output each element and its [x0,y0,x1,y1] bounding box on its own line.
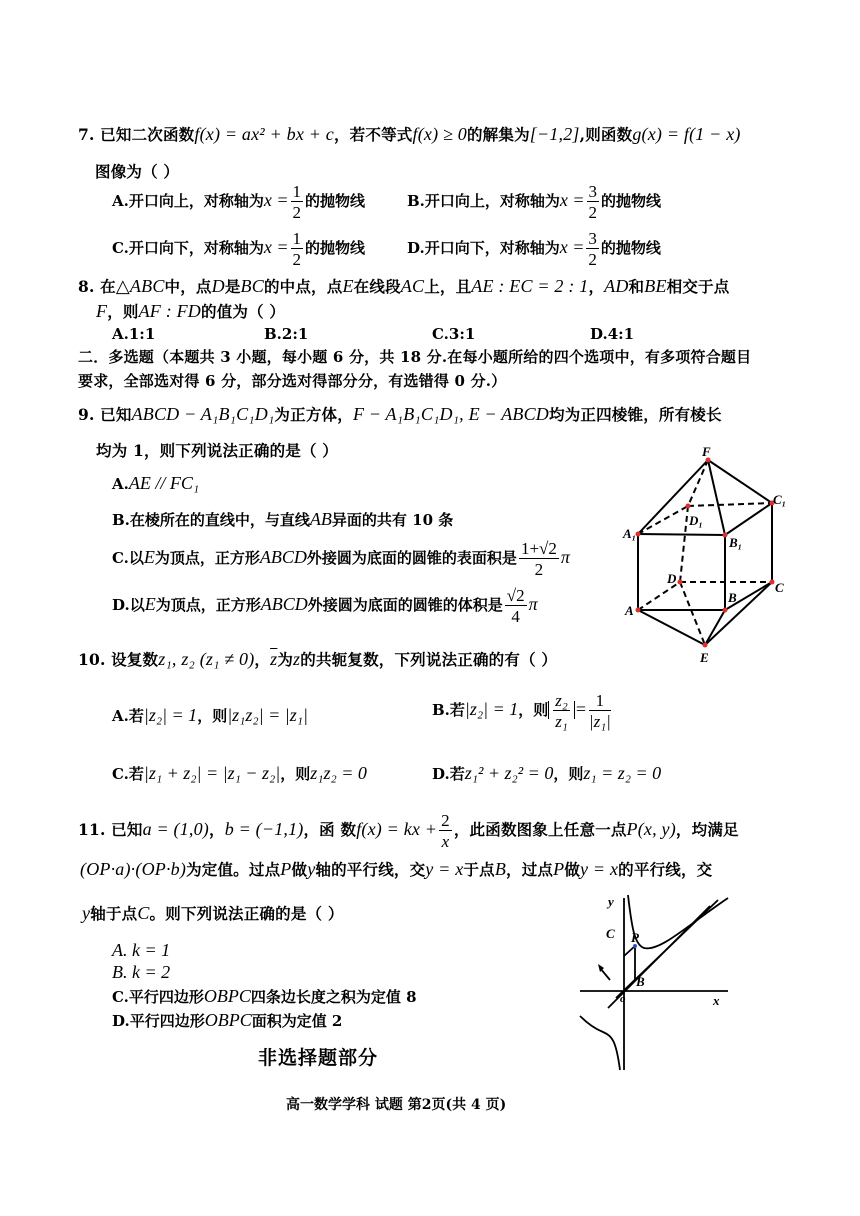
fig-label-A: A [625,603,634,618]
q11-option-b: B. k = 2 [112,962,171,982]
fig-label-F: F [702,444,711,459]
q8-line2: F，则AF : FD的值为（ ） [96,301,286,321]
q11-function-graph [578,890,758,1075]
graph-label-x: x [713,993,720,1008]
q9-line2: 均为 1，则下列说法正确的是（ ） [96,441,338,460]
section2-line1: 二．多选题（本题共 3 小题，每小题 6 分，共 18 分.在每小题所给的四个选项中，有多项符合题目 [78,348,752,366]
page-footer: 高一数学学科 试题 第2页(共 4 页) [286,1097,507,1113]
q10-line1: 10. 设复数z₁, z₂ (z₁ ≠ 0)，$\overline{z}$为z的共轭复数，下列说法正确的有（ ） [78,649,558,669]
q9-option-b: B.在棱所在的直线中，与直线AB异面的共有 10 条 [112,509,454,529]
q11-option-d: D.平行四边形OBPC面积为定值 2 [112,1010,343,1030]
graph-label-P: P [631,930,639,945]
q8-option-b: B.2:1 [264,325,309,343]
fig-label-B1: B₁ [729,535,743,550]
q11-option-a: A. k = 1 [112,940,171,960]
q7-inequality: f(x) ≥ 0 [412,124,467,144]
q11-option-c: C.平行四边形OBPC四条边长度之积为定值 8 [112,986,417,1006]
q7-option-a: A.开口向上，对称轴为x = $\frac{1}{2}$ 的抛物线 [112,182,366,222]
fig-label-D1: D₁ [689,513,703,528]
section-heading: 非选择题部分 [258,1047,379,1069]
q11-line2: (OP·a)·(OP·b)为定值。过点P做y轴的平行线，交y = x于点B，过点P做y = x的平行线，交 [80,859,713,879]
q7-function: f(x) = ax² + bx + c [194,124,334,144]
q10-option-a: A.若|z₂| = 1，则|z₁z₂| = |z₁| [112,705,308,725]
fig-label-B: B [728,590,737,605]
q7-option-d: D.开口向下，对称轴为x = $\frac{3}{2}$ 的抛物线 [407,229,661,269]
q9-option-c: C.以E为顶点，正方形ABCD外接圆为底面的圆锥的表面积是 $\frac{1+√2}{2}$ π [112,539,570,579]
q10-option-b: B.若|z₂| = 1，则 $\frac{\text{z₂}}{\text{z₁}}$ = $\frac{1}{\text{|z₁|}}$ [432,691,611,731]
fig-label-E: E [700,650,709,665]
graph-label-B: B [636,974,645,989]
q10-option-c: C.若|z₁ + z₂| = |z₁ − z₂|，则z₁z₂ = 0 [112,763,367,783]
q8-option-a: A.1:1 [112,325,156,343]
q8-option-d: D.4:1 [590,325,635,343]
q9-solid-figure [615,440,795,670]
q7-g-function: g(x) = f(1 − x) [632,124,741,144]
graph-label-y: y [608,894,614,909]
q9-option-d: D.以E为顶点，正方形ABCD外接圆为底面的圆锥的体积是 $\frac{√2}{4}$ π [112,586,538,626]
graph-label-C: C [606,926,615,941]
q7-line2: 图像为（ ） [95,162,180,181]
fig-label-A1: A₁ [623,526,637,541]
fig-label-C1: C₁ [773,492,787,507]
q8-line1: 8. 在△ABC中，点D是BC的中点，点E在线段AC上，且AE : EC = 2 : 1，AD和BE相交于点 [78,276,730,296]
q7-option-c: C.开口向下，对称轴为x = $\frac{1}{2}$ 的抛物线 [112,229,366,269]
section2-line2: 要求，全部选对得 6 分，部分选对得部分分，有选错得 0 分.） [78,372,507,390]
q11-line3: y轴于点C。则下列说法正确的是（ ） [82,903,344,923]
q9-line1: 9. 已知ABCD − A₁B₁C₁D₁为正方体，F − A₁B₁C₁D₁, E − ABCD均为正四棱锥，所有棱长 [78,404,722,424]
q10-option-d: D.若z₁² + z₂² = 0，则z₁ = z₂ = 0 [432,763,662,783]
q11-line1: 11. 已知a = (1,0)，b = (−1,1)，函 数f(x) = kx + $\frac{2}{x}$ ，此函数图象上任意一点P(x, y)，均满足 [78,811,739,851]
q9-option-a: A.AE // FC₁ [112,473,200,493]
q7-line1: 7. 已知二次函数f(x) = ax² + bx + c，若不等式f(x) ≥ 0的解集为[−1,2],则函数g(x) = f(1 − x) [78,124,741,144]
q7-option-b: B.开口向上，对称轴为x = $\frac{3}{2}$ 的抛物线 [407,182,662,222]
fig-label-D: D [667,571,677,586]
q8-option-c: C.3:1 [432,325,476,343]
fig-label-C: C [775,580,784,595]
q7-interval: [−1,2] [529,124,580,144]
graph-label-O: o [620,993,626,1005]
